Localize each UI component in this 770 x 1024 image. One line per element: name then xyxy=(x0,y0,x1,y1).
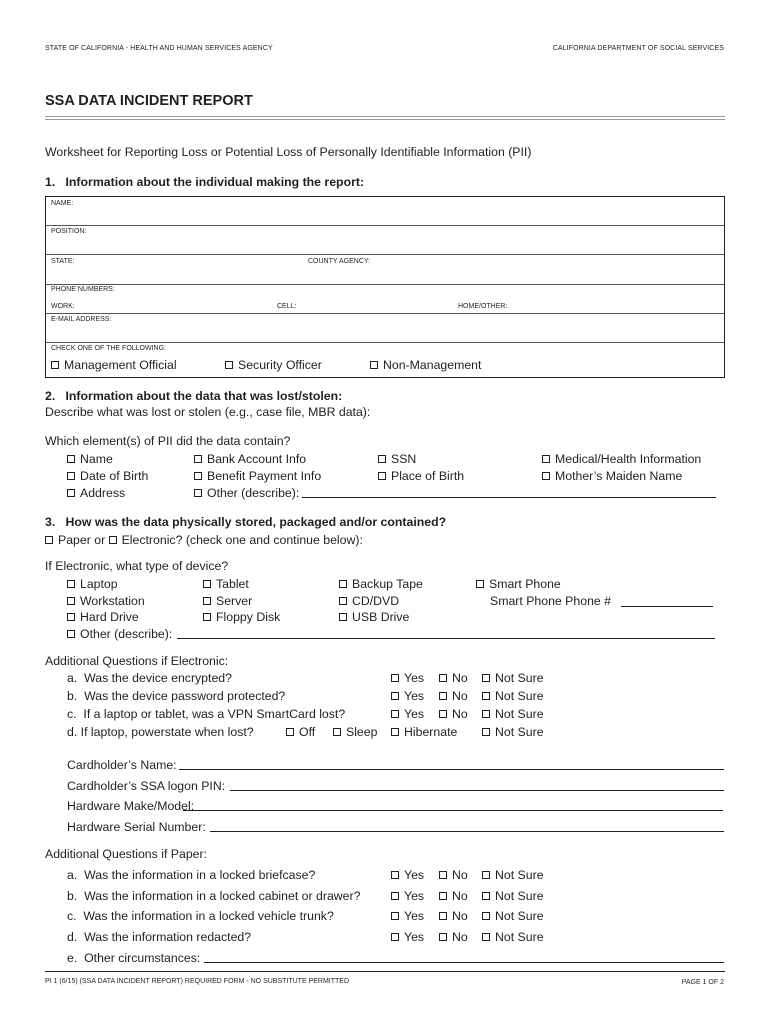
checkbox-icon[interactable] xyxy=(391,871,399,879)
no-option[interactable]: No xyxy=(439,689,468,703)
yes-option[interactable]: Yes xyxy=(391,689,424,703)
checkbox-icon[interactable] xyxy=(439,933,447,941)
title-rule-bottom xyxy=(45,119,725,120)
checkbox-icon[interactable] xyxy=(439,892,447,900)
not-sure-option[interactable]: Not Sure xyxy=(482,671,544,685)
logon-pin-line[interactable] xyxy=(230,790,724,791)
electronic-questions-heading: Additional Questions if Electronic: xyxy=(45,654,229,668)
section1-heading: 1. Information about the individual making the report: xyxy=(45,175,365,189)
pii-other-line[interactable] xyxy=(302,497,716,498)
yes-option[interactable]: Yes xyxy=(391,707,424,721)
checkbox-icon[interactable] xyxy=(51,361,59,369)
checkbox-icon[interactable] xyxy=(67,630,75,638)
paper-question-c: c. Was the information in a locked vehicle trunk? xyxy=(67,909,334,923)
no-option[interactable]: No xyxy=(439,889,468,903)
checkbox-icon[interactable] xyxy=(482,710,490,718)
electronic-question-a: a. Was the device encrypted? xyxy=(67,671,232,685)
page-title: SSA DATA INCIDENT REPORT xyxy=(45,93,253,109)
option-non-management[interactable]: Non-Management xyxy=(370,358,481,372)
checkbox-icon[interactable] xyxy=(482,912,490,920)
electronic-question-d: d. If laptop, powerstate when lost? xyxy=(67,725,254,739)
agency-right: CALIFORNIA DEPARTMENT OF SOCIAL SERVICES xyxy=(552,45,724,52)
checkbox-icon[interactable] xyxy=(333,728,341,736)
pii-place-of-birth[interactable]: Place of Birth xyxy=(378,469,464,483)
checkbox-icon[interactable] xyxy=(476,580,484,588)
section2-heading: 2. Information about the data that was lost/stolen: xyxy=(45,389,343,403)
checkbox-icon[interactable] xyxy=(370,361,378,369)
power-off-option[interactable]: Off xyxy=(286,725,315,739)
power-sleep-option[interactable]: Sleep xyxy=(333,725,377,739)
footer-form-id: PI 1 (6/15) (SSA DATA INCIDENT REPORT) REQUIRED FORM - NO SUBSTITUTE PERMITTED xyxy=(45,978,350,985)
paper-question-e: e. Other circumstances: xyxy=(67,951,201,965)
yes-option[interactable]: Yes xyxy=(391,889,424,903)
pii-other[interactable]: Other (describe): xyxy=(194,486,299,500)
yes-option[interactable]: Yes xyxy=(391,868,424,882)
checkbox-icon[interactable] xyxy=(391,674,399,682)
checkbox-icon[interactable] xyxy=(391,710,399,718)
check-one-label: CHECK ONE OF THE FOLLOWING: xyxy=(51,345,166,352)
cardholder-name-label: Cardholder’s Name: xyxy=(67,758,177,772)
device-usb-drive[interactable]: USB Drive xyxy=(339,610,409,624)
smart-phone-number-line[interactable] xyxy=(621,606,713,607)
checkbox-icon[interactable] xyxy=(439,692,447,700)
phone-numbers-label: PHONE NUMBERS: xyxy=(51,286,115,293)
not-sure-option[interactable]: Not Sure xyxy=(482,868,544,882)
checkbox-icon[interactable] xyxy=(339,613,347,621)
pii-name[interactable]: Name xyxy=(67,452,113,466)
checkbox-icon[interactable] xyxy=(286,728,294,736)
state-field[interactable]: STATE: xyxy=(51,258,75,265)
checkbox-icon[interactable] xyxy=(67,613,75,621)
option-management-official[interactable]: Management Official xyxy=(51,358,177,372)
device-smart-phone[interactable]: Smart Phone xyxy=(476,577,561,591)
checkbox-icon[interactable] xyxy=(225,361,233,369)
pii-benefit-payment[interactable]: Benefit Payment Info xyxy=(194,469,321,483)
not-sure-option[interactable]: Not Sure xyxy=(482,689,544,703)
device-other[interactable]: Other (describe): xyxy=(67,627,172,641)
reporter-info-box xyxy=(45,196,725,378)
checkbox-icon[interactable] xyxy=(439,674,447,682)
checkbox-icon[interactable] xyxy=(67,580,75,588)
checkbox-icon[interactable] xyxy=(203,597,211,605)
name-field[interactable]: NAME: xyxy=(51,200,74,207)
device-cd-dvd[interactable]: CD/DVD xyxy=(339,594,399,608)
checkbox-icon[interactable] xyxy=(542,472,550,480)
position-field[interactable]: POSITION: xyxy=(51,228,87,235)
device-floppy-disk[interactable]: Floppy Disk xyxy=(203,610,280,624)
home-phone-field[interactable]: HOME/OTHER: xyxy=(458,303,508,310)
device-backup-tape[interactable]: Backup Tape xyxy=(339,577,423,591)
checkbox-icon[interactable] xyxy=(391,692,399,700)
power-hibernate-option[interactable]: Hibernate xyxy=(391,725,457,739)
paper-question-a: a. Was the information in a locked briefcase? xyxy=(67,868,316,882)
checkbox-icon[interactable] xyxy=(378,472,386,480)
cell-phone-field[interactable]: CELL: xyxy=(277,303,297,310)
pii-medical[interactable]: Medical/Health Information xyxy=(542,452,701,466)
checkbox-icon[interactable] xyxy=(109,536,117,544)
no-option[interactable]: No xyxy=(439,930,468,944)
serial-number-line[interactable] xyxy=(210,831,724,832)
checkbox-icon[interactable] xyxy=(482,892,490,900)
not-sure-option[interactable]: Not Sure xyxy=(482,930,544,944)
serial-number-label: Hardware Serial Number: xyxy=(67,820,206,834)
page-number: PAGE 1 OF 2 xyxy=(681,979,724,986)
pii-ssn[interactable]: SSN xyxy=(378,452,416,466)
checkbox-icon[interactable] xyxy=(194,489,202,497)
checkbox-icon[interactable] xyxy=(391,728,399,736)
hardware-make-label: Hardware Make/Model: xyxy=(67,799,195,813)
checkbox-icon[interactable] xyxy=(67,597,75,605)
checkbox-icon[interactable] xyxy=(339,580,347,588)
checkbox-icon[interactable] xyxy=(482,674,490,682)
device-tablet[interactable]: Tablet xyxy=(203,577,249,591)
checkbox-icon[interactable] xyxy=(339,597,347,605)
option-security-officer[interactable]: Security Officer xyxy=(225,358,322,372)
section3-heading: 3. How was the data physically stored, packaged and/or contained? xyxy=(45,515,447,529)
checkbox-icon[interactable] xyxy=(439,871,447,879)
title-rule-top xyxy=(45,116,725,117)
not-sure-option[interactable]: Not Sure xyxy=(482,707,544,721)
device-server[interactable]: Server xyxy=(203,594,252,608)
yes-option[interactable]: Yes xyxy=(391,930,424,944)
checkbox-icon[interactable] xyxy=(203,613,211,621)
logon-pin-label: Cardholder’s SSA logon PIN: xyxy=(67,779,226,793)
storage-type: Paper or Electronic? (check one and continue below): xyxy=(45,533,363,547)
subtitle: Worksheet for Reporting Loss or Potential Loss of Personally Identifiable Information (PII) xyxy=(45,145,532,159)
footer-rule xyxy=(45,971,725,972)
pii-question: Which element(s) of PII did the data contain? xyxy=(45,434,291,448)
describe-prompt: Describe what was lost or stolen (e.g., case file, MBR data): xyxy=(45,405,371,419)
not-sure-option[interactable]: Not Sure xyxy=(482,725,544,739)
email-field[interactable]: E-MAIL ADDRESS: xyxy=(51,316,112,323)
device-hard-drive[interactable]: Hard Drive xyxy=(67,610,139,624)
checkbox-icon[interactable] xyxy=(439,710,447,718)
no-option[interactable]: No xyxy=(439,671,468,685)
hardware-make-line[interactable] xyxy=(183,810,723,811)
checkbox-icon[interactable] xyxy=(67,489,75,497)
work-phone-field[interactable]: WORK: xyxy=(51,303,75,310)
checkbox-icon[interactable] xyxy=(391,912,399,920)
pii-dob[interactable]: Date of Birth xyxy=(67,469,148,483)
electronic-question-c: c. If a laptop or tablet, was a VPN SmartCard lost? xyxy=(67,707,346,721)
checkbox-icon[interactable] xyxy=(391,892,399,900)
checkbox-icon[interactable] xyxy=(67,455,75,463)
checkbox-icon[interactable] xyxy=(203,580,211,588)
checkbox-icon[interactable] xyxy=(482,933,490,941)
device-laptop[interactable]: Laptop xyxy=(67,577,118,591)
checkbox-icon[interactable] xyxy=(482,692,490,700)
agency-left: STATE OF CALIFORNIA - HEALTH AND HUMAN SERVICES AGENCY xyxy=(45,45,273,52)
no-option[interactable]: No xyxy=(439,868,468,882)
not-sure-option[interactable]: Not Sure xyxy=(482,909,544,923)
smart-phone-number-label: Smart Phone Phone # xyxy=(490,594,611,608)
checkbox-icon[interactable] xyxy=(482,728,490,736)
checkbox-icon[interactable] xyxy=(439,912,447,920)
yes-option[interactable]: Yes xyxy=(391,909,424,923)
device-question: If Electronic, what type of device? xyxy=(45,559,229,573)
checkbox-icon[interactable] xyxy=(67,472,75,480)
electronic-question-b: b. Was the device password protected? xyxy=(67,689,286,703)
yes-option[interactable]: Yes xyxy=(391,671,424,685)
checkbox-icon[interactable] xyxy=(391,933,399,941)
paper-question-d: d. Was the information redacted? xyxy=(67,930,252,944)
county-agency-field[interactable]: COUNTY AGENCY: xyxy=(308,258,371,265)
no-option[interactable]: No xyxy=(439,909,468,923)
pii-mothers-maiden[interactable]: Mother’s Maiden Name xyxy=(542,469,682,483)
cardholder-name-line[interactable] xyxy=(179,769,724,770)
pii-bank-account[interactable]: Bank Account Info xyxy=(194,452,306,466)
checkbox-icon[interactable] xyxy=(542,455,550,463)
paper-question-b: b. Was the information in a locked cabinet or drawer? xyxy=(67,889,361,903)
checkbox-icon[interactable] xyxy=(45,536,53,544)
checkbox-icon[interactable] xyxy=(482,871,490,879)
no-option[interactable]: No xyxy=(439,707,468,721)
checkbox-icon[interactable] xyxy=(194,472,202,480)
pii-address[interactable]: Address xyxy=(67,486,125,500)
device-other-line[interactable] xyxy=(177,638,715,639)
checkbox-icon[interactable] xyxy=(378,455,386,463)
not-sure-option[interactable]: Not Sure xyxy=(482,889,544,903)
checkbox-icon[interactable] xyxy=(194,455,202,463)
device-workstation[interactable]: Workstation xyxy=(67,594,145,608)
paper-questions-heading: Additional Questions if Paper: xyxy=(45,847,208,861)
other-circumstances-line[interactable] xyxy=(204,962,724,963)
